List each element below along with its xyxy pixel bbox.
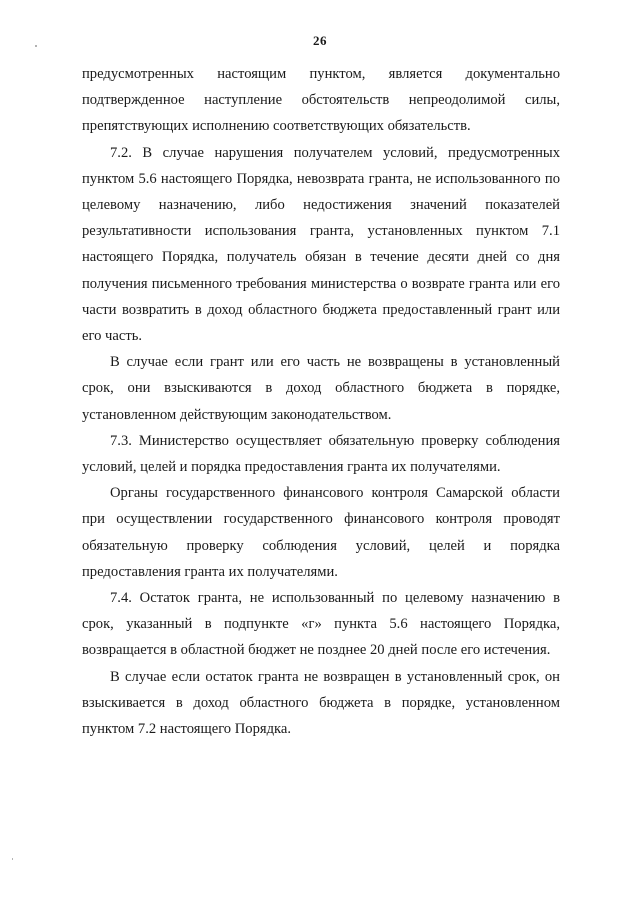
paragraph-7-4-recovery: В случае если остаток гранта не возвращен в установленный срок, он взыскивается в доход областного бюджета в порядке, установленном пунктом 7.2 настоящего Порядка. [82, 668, 560, 738]
document-body [82, 61, 560, 742]
paragraph-7-3-control: Органы государственного финансового контроля Самарской области при осуществлении государственного финансового контроля проводят обязательную проверку соблюдения условий, целей и порядка предоставления гранта их получателями. [82, 485, 560, 580]
paragraph-7-2: 7.2. В случае нарушения получателем условий, предусмотренных пунктом 5.6 настоящего Порядка, невозврата гранта, не использованного по целевому назначению, либо недостижения значений показателей результативности использования гранта, установленных пунктом 7.1 настоящего Порядка, получатель обязан в течение десяти дней со дня получения письменного требования министерства о возврате гранта или его части возвратить в доход областного бюджета предоставленный грант или его часть. [82, 144, 560, 345]
paragraph-continuation: предусмотренных настоящим пунктом, является документально подтвержденное наступление обстоятельств непреодолимой силы, препятствующих исполнению соответствующих обязательств. [82, 66, 560, 135]
page-number: 26 [313, 33, 327, 48]
paragraph-7-4: 7.4. Остаток гранта, не использованный по целевому назначению в срок, указанный в подпункте «г» пункта 5.6 настоящего Порядка, возвращается в областной бюджет не позднее 20 дней после его истечения. [82, 590, 560, 659]
paragraph-7-3: 7.3. Министерство осуществляет обязательную проверку соблюдения условий, целей и порядка предоставления гранта их получателями. [82, 432, 560, 476]
scan-speck [12, 858, 13, 860]
paragraph-7-2-recovery: В случае если грант или его часть не возвращены в установленный срок, они взыскиваются в доход областного бюджета в порядке, установленном действующим законодательством. [82, 354, 560, 423]
